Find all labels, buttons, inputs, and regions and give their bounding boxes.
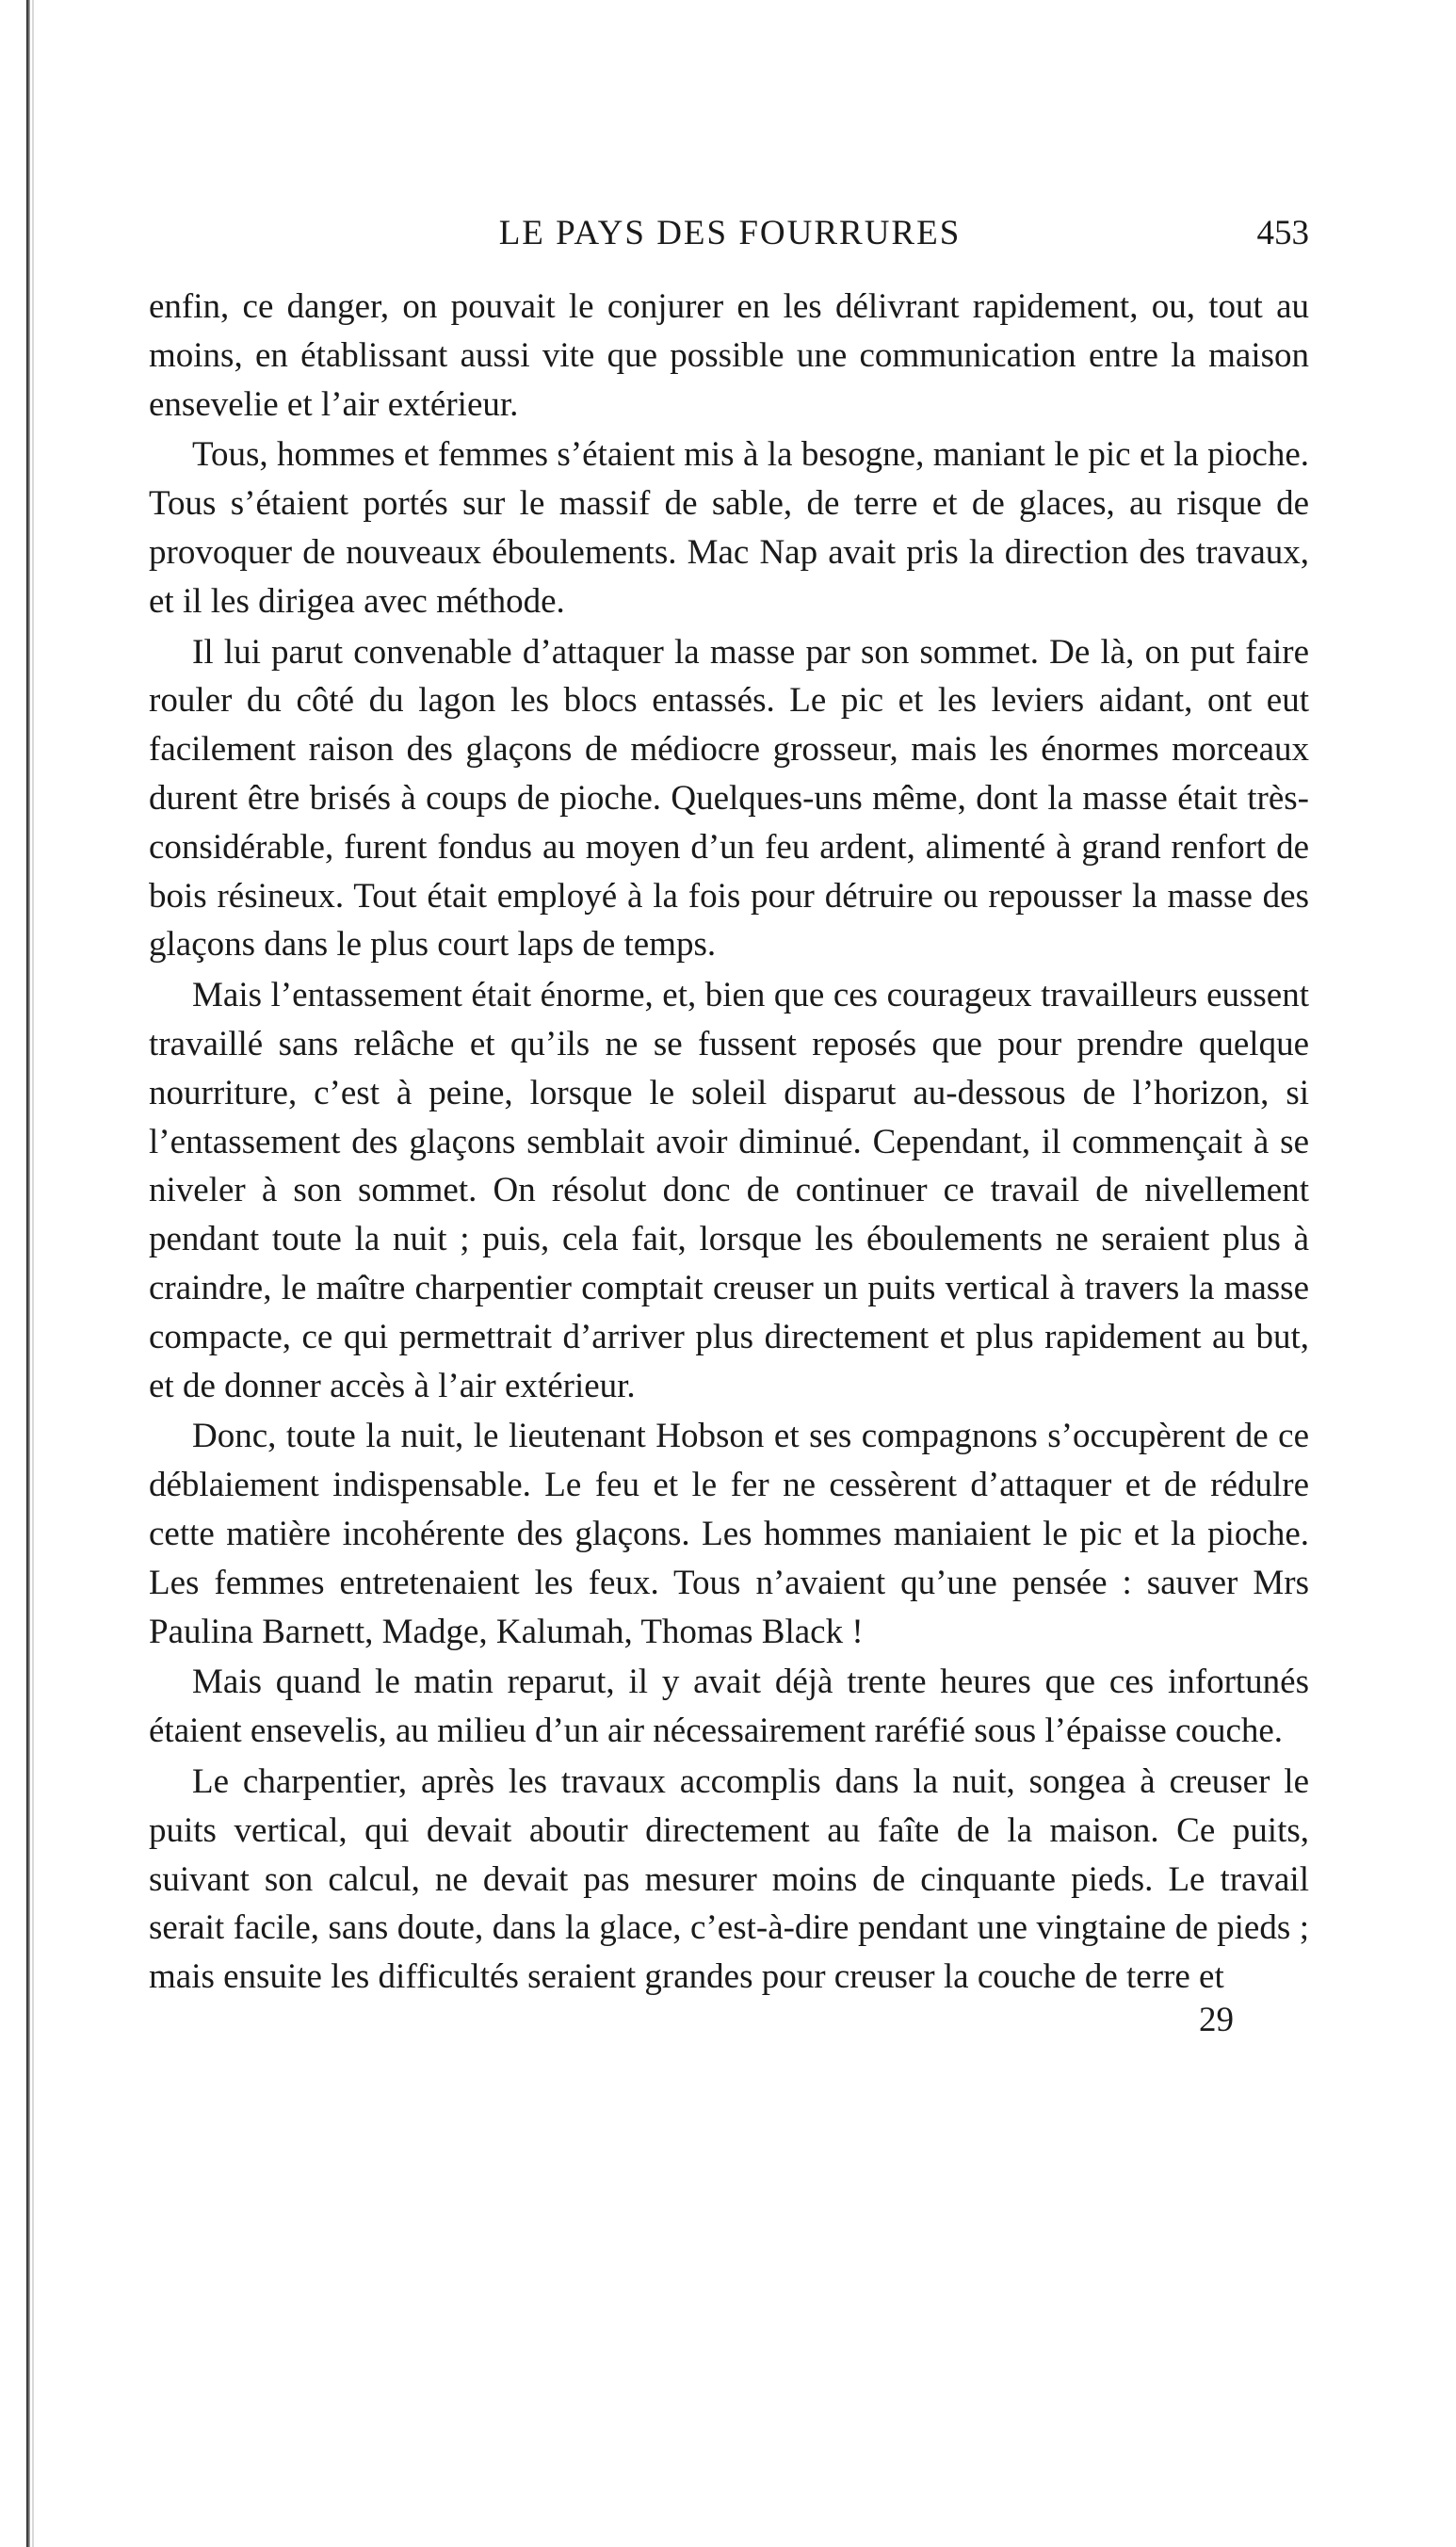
paragraph-2: Tous, hommes et femmes s’étaient mis à la besogne, maniant le pic et la pioche. Tous s’étaient portés sur le massif de sable, de terre et de glaces, au risque de provoquer de nouveaux éboulements. Mac Nap avait pris la direction des travaux, et il les dirigea avec méthode. — [149, 435, 1309, 621]
paragraph-1: enfin, ce danger, on pouvait le conjurer en les délivrant rapidement, ou, tout au moins, en établissant aussi vite que possible une communication entre la maison ensevelie et l’air extérieur. — [149, 287, 1309, 424]
page-binding-edge — [26, 0, 30, 2547]
paragraph-7: Le charpentier, après les travaux accomplis dans la nuit, songea à creuser le puits vertical, qui devait aboutir directement au faîte de la maison. Ce puits, suivant son calcul, ne devait pas mesurer moins de cinquante pieds. Le travail serait facile, sans doute, dans la glace, c’est-à-dire pendant une vingtaine de pieds ; mais ensuite les difficultés seraient grandes pour creuser la couche de terre et — [149, 1761, 1309, 1997]
body-text — [149, 283, 1309, 2041]
page-header — [151, 205, 1309, 262]
paragraph-3: Il lui parut convenable d’attaquer la masse par son sommet. De là, on put faire rouler du côté du lagon les blocs entassés. Le pic et les leviers aidant, ont eut facilement raison des glaçons de médiocre grosseur, mais les énormes morceaux durent être brisés à coups de pioche. Quelques-uns même, dont la masse était très-considérable, furent fondus au moyen d’un feu ardent, alimenté à grand renfort de bois résineux. Tout était employé à la fois pour détruire ou repousser la masse des glaçons dans le plus court laps de temps. — [149, 632, 1309, 965]
signature-mark: 29 — [1199, 2000, 1234, 2039]
paragraph-6: Mais quand le matin reparut, il y avait déjà trente heures que ces infortunés étaient ensevelis, au milieu d’un air nécessairement raréfié sous l’épaisse couche. — [149, 1663, 1309, 1751]
page-number: 453 — [1256, 214, 1309, 252]
running-title: LE PAYS DES FOURRURES — [498, 214, 962, 252]
paragraph-5: Donc, toute la nuit, le lieutenant Hobson et ses compagnons s’occupèrent de ce déblaiement indispensable. Le feu et le fer ne cessèrent d’attaquer et de rédulre cette matière incohérente des glaçons. Les hommes maniaient le pic et la pioche. Les femmes entretenaient les feux. Tous n’avaient qu’une pensée : sauver Mrs Paulina Barnett, Madge, Kalumah, Thomas Black ! — [149, 1417, 1309, 1651]
page-binding-shadow — [32, 0, 34, 2547]
paragraph-4: Mais l’entassement était énorme, et, bien que ces courageux travailleurs eussent travaillé sans relâche et qu’ils ne se fussent reposés que pour prendre quelque nourriture, c’est à peine, lorsque le soleil disparut au-dessous de l’horizon, si l’entassement des glaçons semblait avoir diminué. Cependant, il commençait à se niveler à son sommet. On résolut donc de continuer ce travail de nivellement pendant toute la nuit ; puis, cela fait, lorsque les éboulements ne seraient plus à craindre, le maître charpentier comptait creuser un puits vertical à travers la masse compacte, ce qui permettrait d’arriver plus directement et plus rapidement au but, et de donner accès à l’air extérieur. — [149, 976, 1309, 1405]
